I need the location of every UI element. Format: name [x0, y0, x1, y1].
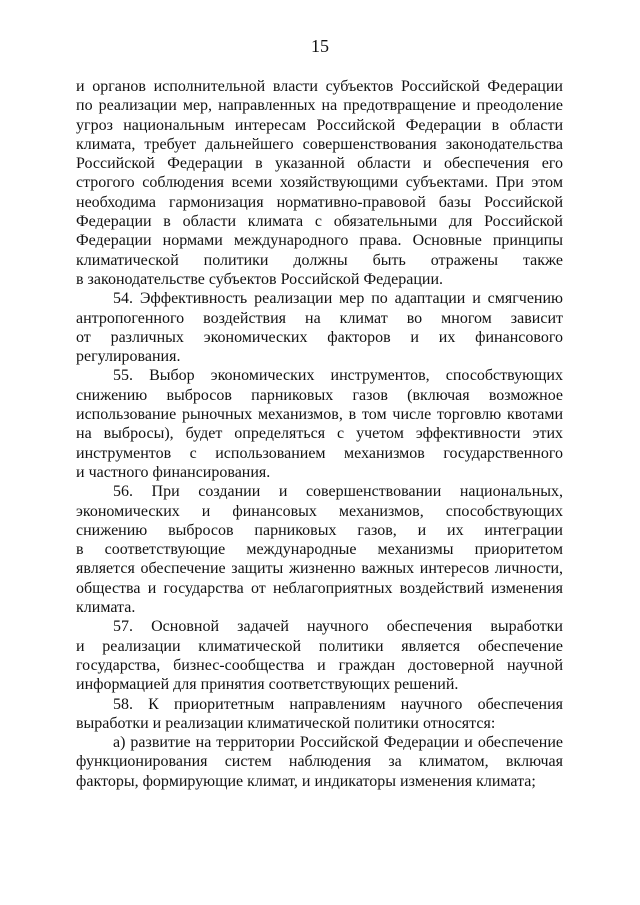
text-line: государства, бизнес-сообщества и граждан достоверной научной [76, 656, 563, 674]
text-line: на выбросы), будет определяться с учетом эффективности этих [76, 425, 563, 443]
text-line: от различных экономических факторов и их финансового [76, 328, 563, 346]
text-line: инструментов с использованием механизмов государственного [76, 444, 563, 462]
text-line: экономических и финансовых механизмов, способствующих [76, 502, 563, 520]
text-line: информацией для принятия соответствующих решений. [76, 676, 459, 694]
text-line: в законодательстве субъектов Российской Федерации. [76, 270, 444, 288]
text-line: климатической политики должны быть отражены также [76, 251, 563, 269]
text-line: использование рыночных механизмов, в том числе торговлю квотами [76, 406, 563, 424]
text-line: по реализации мер, направленных на предотвращение и преодоление [76, 97, 563, 115]
text-line: антропогенного воздействия на климат во многом зависит [76, 309, 563, 327]
text-line: а) развитие на территории Российской Федерации и обеспечение [113, 734, 563, 752]
page-number: 15 [311, 36, 329, 56]
text-line: и органов исполнительной власти субъектов Российской Федерации [76, 78, 563, 95]
text-line: и реализации климатической политики является обеспечение [76, 637, 563, 655]
text-line: является обеспечение защиты жизненно важных интересов личности, [76, 560, 563, 578]
text-line: и частного финансирования. [76, 463, 271, 481]
text-line: общества и государства от неблагоприятных воздействий изменения [76, 579, 563, 597]
text-line: угроз национальным интересам Российской Федерации в области [76, 116, 563, 134]
text-line: выработки и реализации климатической политики относятся: [76, 714, 496, 732]
text-line: климата. [76, 599, 136, 617]
text-line: 55. Выбор экономических инструментов, способствующих [113, 367, 563, 385]
text-line: снижению выбросов парниковых газов (включая возможное [76, 386, 563, 404]
text-line: Федерации нормами международного права. Основные принципы [76, 232, 563, 250]
text-line: необходима гармонизация нормативно-правовой базы Российской [76, 193, 563, 211]
text-line: факторы, формирующие климат, и индикаторы изменения климата; [76, 772, 536, 790]
text-line: 58. К приоритетным направлениям научного обеспечения [113, 695, 563, 713]
document-body [76, 77, 563, 791]
text-line: 57. Основной задачей научного обеспечения выработки [113, 618, 563, 636]
text-line: регулирования. [76, 348, 181, 366]
text-line: климата, требует дальнейшего совершенствования законодательства [76, 135, 563, 153]
text-line: 56. При создании и совершенствовании национальных, [113, 483, 563, 501]
text-line: Российской Федерации в указанной области и обеспечения его [76, 155, 563, 173]
text-line: 54. Эффективность реализации мер по адаптации и смягчению [113, 290, 563, 308]
text-line: строгого соблюдения всеми хозяйствующими субъектами. При этом [76, 174, 563, 192]
text-line: в соответствующие международные механизмы приоритетом [76, 541, 563, 559]
text-line: функционирования систем наблюдения за климатом, включая [76, 753, 563, 771]
text-line: Федерации в области климата с обязательными для Российской [76, 213, 563, 231]
text-line: снижению выбросов парниковых газов, и их интеграции [76, 521, 563, 539]
